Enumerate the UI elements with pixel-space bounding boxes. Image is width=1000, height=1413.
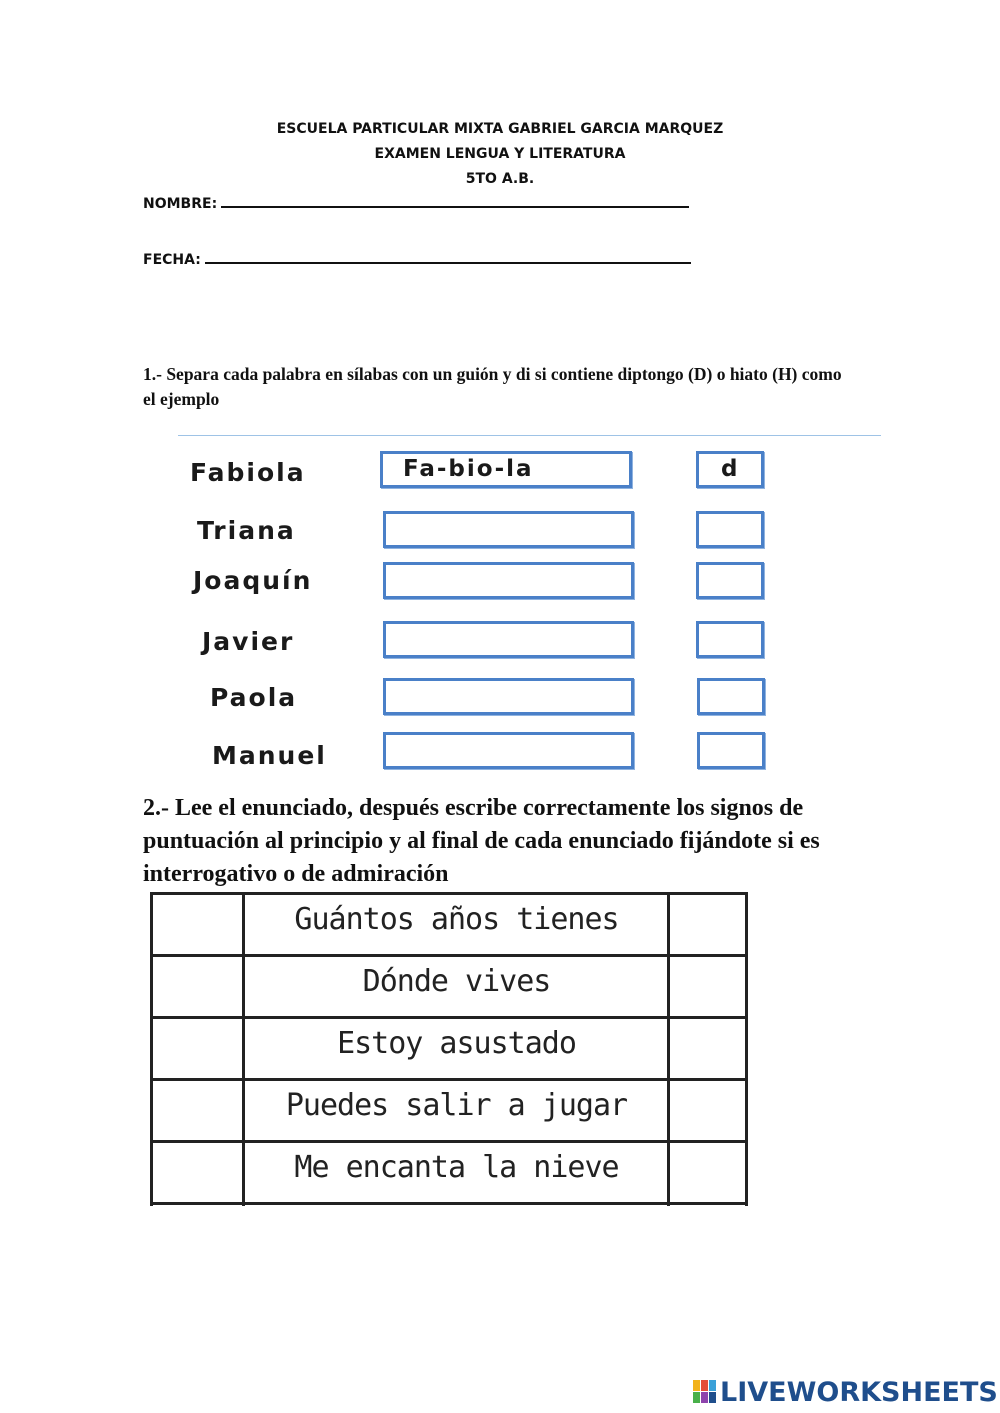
word-label: Triana [197,516,296,545]
name-label: NOMBRE: [143,196,218,212]
syllable-input-box[interactable] [383,678,634,715]
brand-name: LIVEWORKSHEETS [720,1377,998,1408]
date-field [143,250,691,268]
closing-sign-cell[interactable] [670,895,745,954]
syllable-input-box[interactable] [383,562,634,599]
table-row-line [150,1202,748,1205]
table-column-line [745,892,748,1206]
closing-sign-cell[interactable] [670,957,745,1016]
name-input-line[interactable] [221,194,689,208]
sentence-cell: Guántos años tienes [294,902,619,937]
sentence-cell: Puedes salir a jugar [285,1088,628,1123]
date-input-line[interactable] [205,250,691,264]
diphthong-hiatus-box[interactable] [696,511,764,548]
syllable-input-box[interactable] [383,732,634,769]
opening-sign-cell[interactable] [153,957,242,1016]
word-label: Fabiola [190,458,306,487]
syllable-input-box[interactable] [383,511,634,548]
closing-sign-cell[interactable] [670,1081,745,1140]
opening-sign-cell[interactable] [153,1143,242,1202]
date-label: FECHA: [143,252,201,268]
name-field [143,194,689,212]
sentence-cell: Dónde vives [362,964,551,999]
closing-sign-cell[interactable] [670,1019,745,1078]
diphthong-hiatus-box[interactable] [696,562,764,599]
question-2-text: 2.- Lee el enunciado, después escribe correctamente los signos de puntuación al principio y al final de cada enunciado fijándote si es interrogativo o de admiración [143,795,820,887]
opening-sign-cell[interactable] [153,895,242,954]
sentence-cell: Me encanta la nieve [294,1150,619,1185]
liveworksheets-logo-icon [693,1380,717,1404]
opening-sign-cell[interactable] [153,1081,242,1140]
diphthong-hiatus-box[interactable]: d [696,451,764,488]
word-label: Javier [202,627,295,656]
diphthong-hiatus-box[interactable] [697,732,765,769]
diphthong-hiatus-box[interactable] [696,621,764,658]
word-label: Joaquín [193,566,313,595]
divider-line [178,435,881,436]
question-1-text: 1.- Separa cada palabra en sílabas con un guión y di si contiene diptongo (D) o hiato (H) como el ejemplo [143,364,842,409]
sentence-cell: Estoy asustado [337,1026,576,1061]
closing-sign-cell[interactable] [670,1143,745,1202]
word-label: Manuel [212,741,327,770]
syllable-input-box[interactable]: Fa-bio-la [380,451,632,488]
punctuation-table [150,892,748,1206]
diphthong-hiatus-box[interactable] [697,678,765,715]
word-label: Paola [210,683,298,712]
exam-title: EXAMEN LENGUA Y LITERATURA [374,146,626,162]
opening-sign-cell[interactable] [153,1019,242,1078]
grade-label: 5TO A.B. [465,171,535,187]
syllable-input-box[interactable] [383,621,634,658]
school-name: ESCUELA PARTICULAR MIXTA GABRIEL GARCIA MARQUEZ [276,121,724,137]
